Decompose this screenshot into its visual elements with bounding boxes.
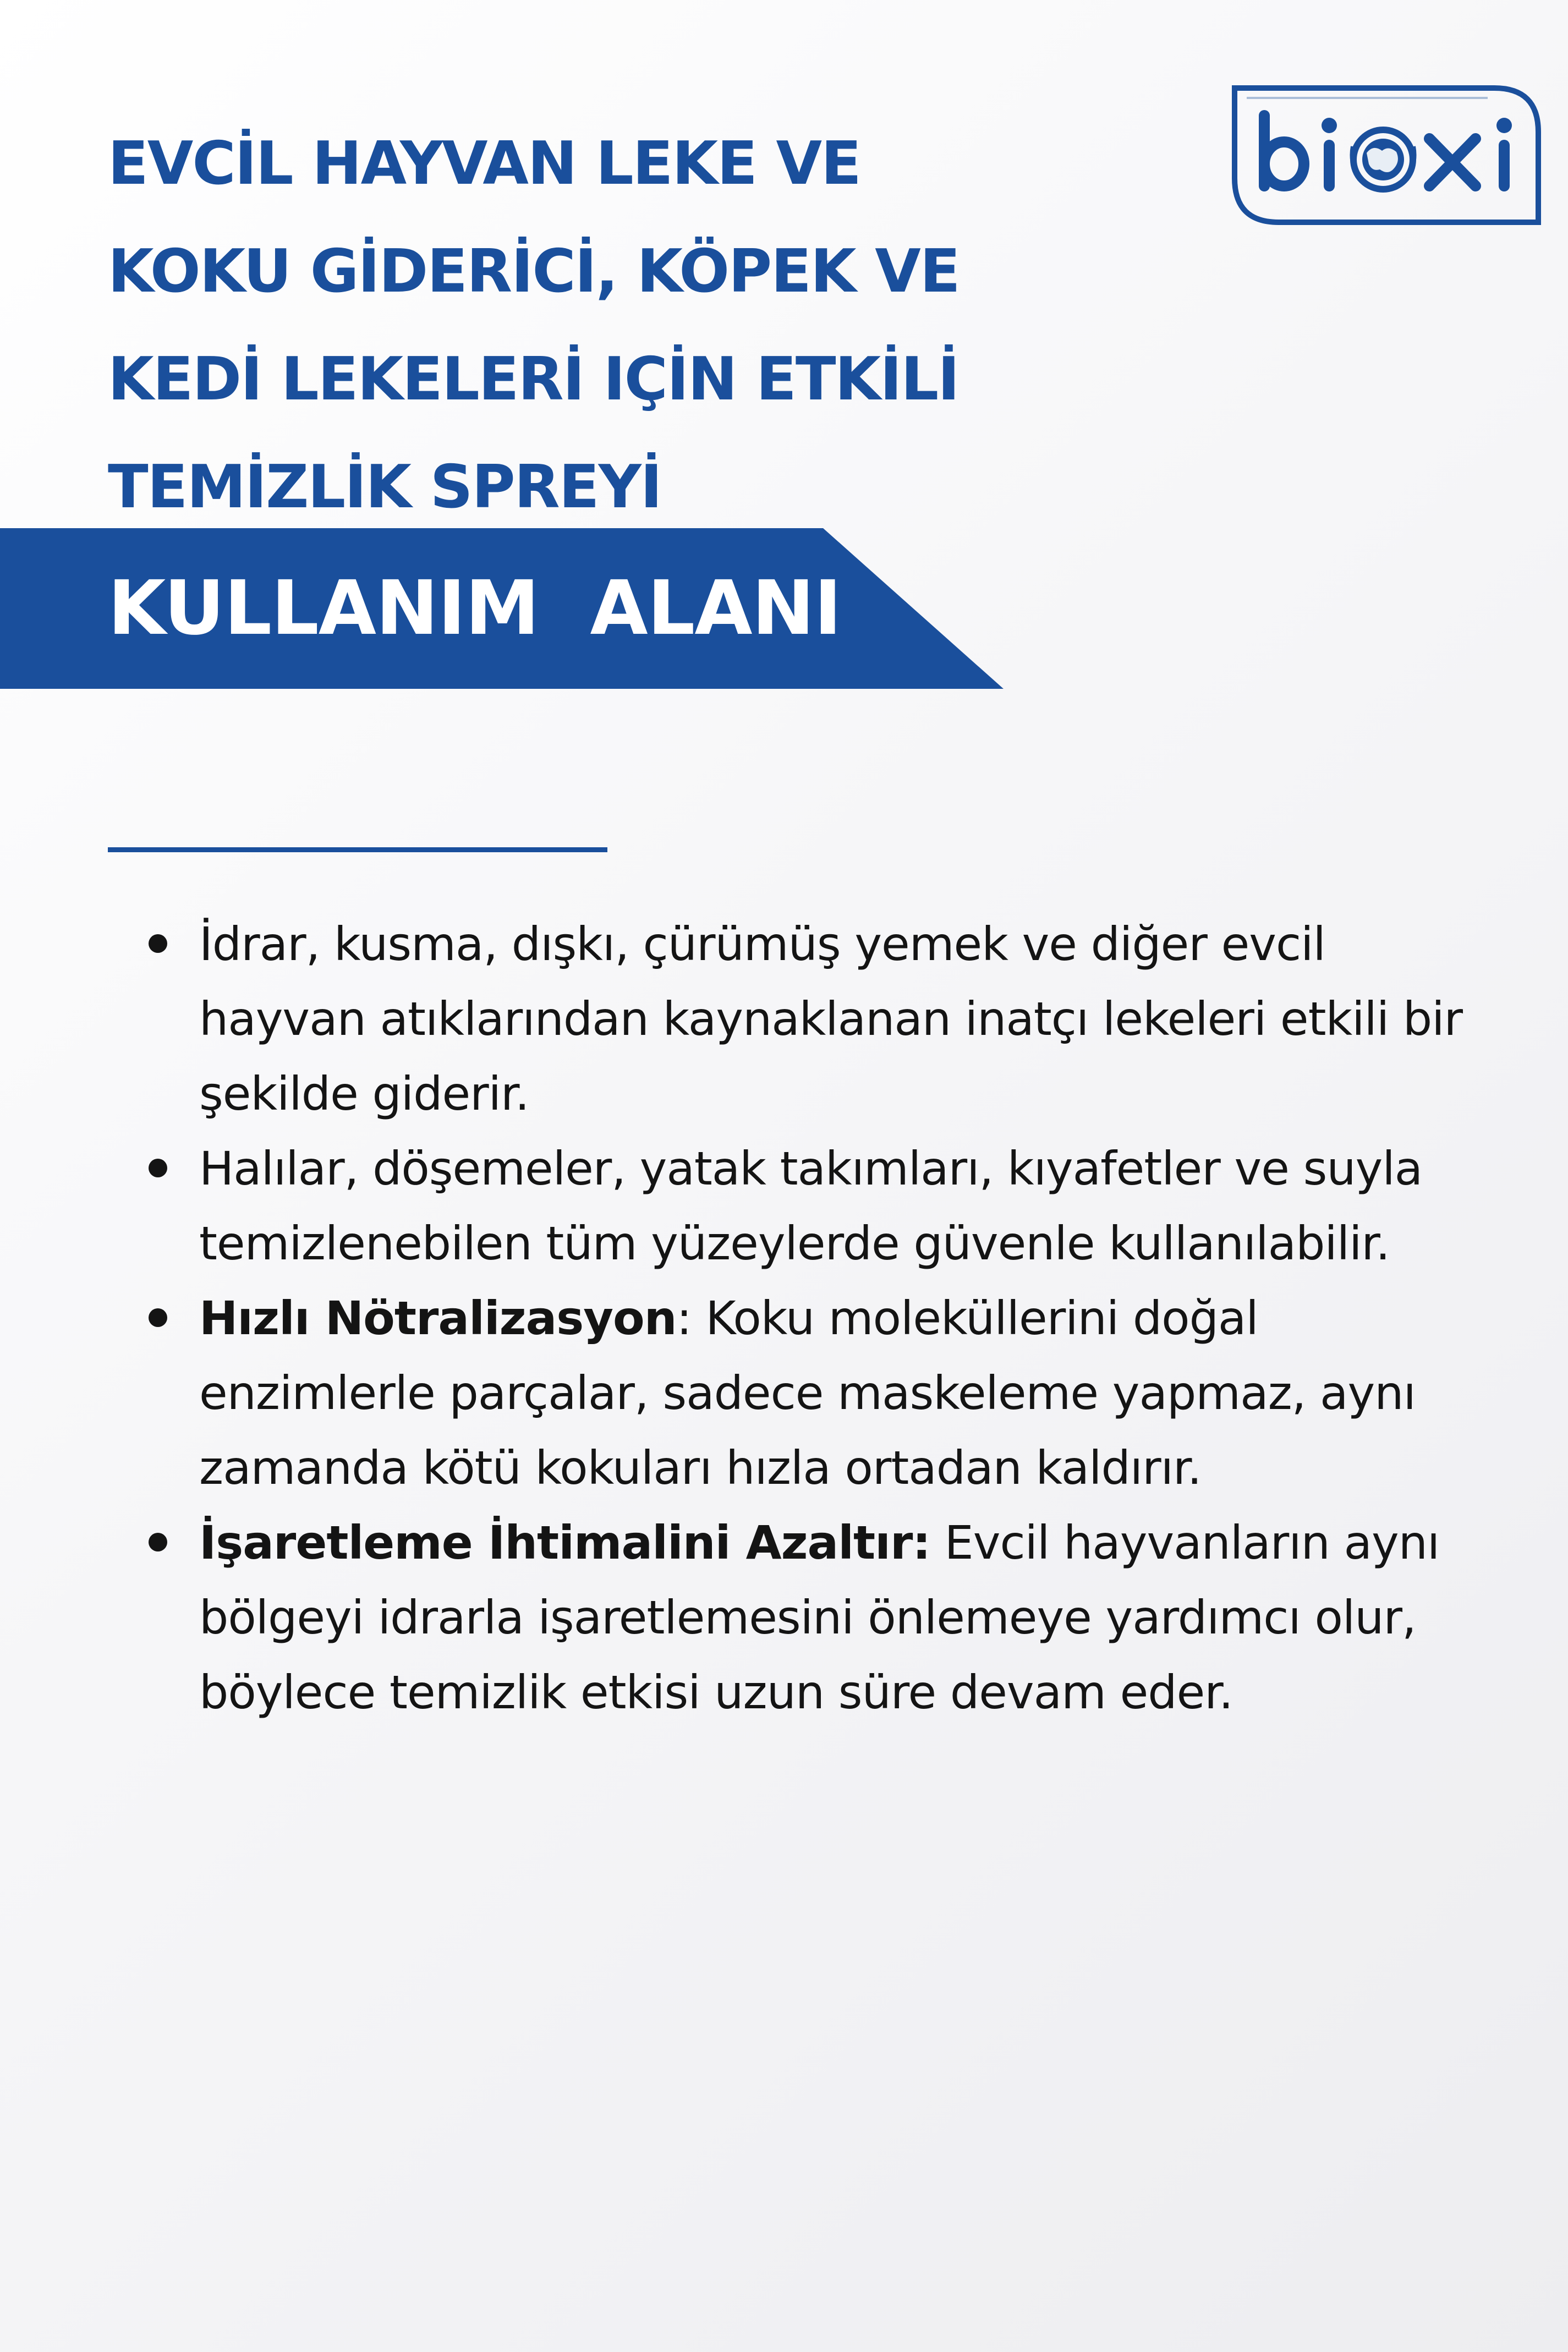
bioxi-logo — [1228, 81, 1545, 227]
bullet-heading: Hızlı Nötralizasyon — [199, 1291, 677, 1345]
bullet-heading: İşaretleme İhtimalini Azaltır: — [199, 1516, 930, 1570]
globe-icon — [1352, 130, 1415, 189]
bullet-text: İdrar, kusma, dışkı, çürümüş yemek ve diğer evcil hayvan atıklarından kaynaklanan inatçı lekeleri etkili bir şekilde giderir. — [199, 917, 1463, 1121]
section-banner — [0, 528, 1004, 689]
title-line-2: KOKU GİDERİCİ, KÖPEK VE — [108, 237, 960, 306]
bullet-text: Evcil hayvanların aynı bölgeyi idrarla işaretlemesini önlemeye yardımcı olur, böylece temizlik etkisi uzun süre devam eder. — [199, 1516, 1440, 1719]
list-item — [0, 1281, 1492, 1505]
list-item — [0, 907, 1492, 1131]
title-line-1: EVCİL HAYVAN LEKE VE — [108, 129, 860, 198]
bullet-icon — [149, 1159, 167, 1177]
list-item — [0, 1131, 1492, 1281]
page-title — [108, 110, 1153, 541]
bullet-icon — [149, 1308, 167, 1327]
divider — [108, 847, 607, 852]
bullet-text: Halılar, döşemeler, yatak takımları, kıyafetler ve suyla temizlenebilen tüm yüzeylerde güvenle kullanılabilir. — [199, 1142, 1423, 1270]
usage-list — [0, 907, 1568, 1730]
bullet-icon — [149, 1533, 167, 1551]
section-title: KULLANIM ALANI — [108, 565, 842, 652]
bullet-icon — [149, 934, 167, 953]
title-line-3: KEDİ LEKELERİ IÇİN ETKİLİ — [108, 345, 959, 414]
title-line-4: TEMİZLİK SPREYİ — [108, 453, 661, 522]
bullet-text: : Koku moleküllerini doğal enzimlerle parçalar, sadece maskeleme yapmaz, aynı zamanda kötü kokuları hızla ortadan kaldırır. — [199, 1291, 1416, 1495]
list-item — [0, 1505, 1492, 1730]
